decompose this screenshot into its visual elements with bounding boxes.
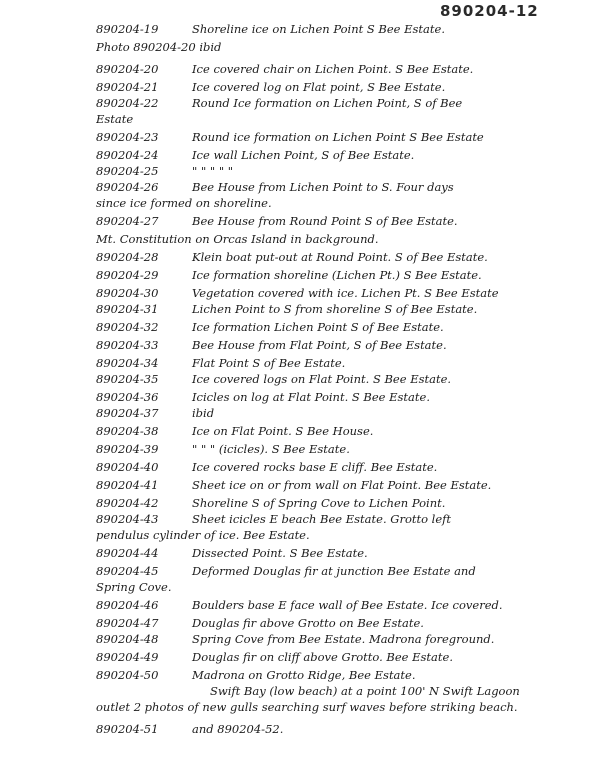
log-entry	[96, 40, 588, 54]
photo-description: Lichen Point to S from shoreline S of Bee Estate.	[192, 302, 478, 316]
log-entry	[96, 268, 588, 282]
photo-number: 890204-35	[96, 372, 159, 386]
log-entry	[96, 112, 588, 126]
photo-description: Douglas fir above Grotto on Bee Estate.	[192, 616, 424, 630]
log-entry	[210, 684, 588, 698]
photo-number: 890204-34	[96, 356, 159, 370]
log-entry	[96, 302, 588, 316]
photo-description: Ice on Flat Point. S Bee House.	[192, 424, 374, 438]
log-entry	[96, 96, 588, 110]
photo-number: 890204-30	[96, 286, 159, 300]
photo-description: Bee House from Round Point S of Bee Estate.	[192, 214, 458, 228]
photo-description: Boulders base E face wall of Bee Estate. Ice covered.	[192, 598, 503, 612]
page-id-header: 890204-12	[440, 2, 539, 20]
photo-number: 890204-45	[96, 564, 159, 578]
photo-number: 890204-26	[96, 180, 159, 194]
photo-number: 890204-51	[96, 722, 159, 736]
photo-description: Sheet icicles E beach Bee Estate. Grotto left	[192, 512, 452, 526]
photo-description: ibid	[192, 406, 215, 420]
photo-description: Ice covered log on Flat point, S Bee Estate.	[192, 80, 446, 94]
photo-description: Bee House from Lichen Point to S. Four days	[192, 180, 454, 194]
photo-description: Klein boat put-out at Round Point. S of Bee Estate.	[192, 250, 488, 264]
photo-description: Estate	[96, 112, 134, 126]
photo-description: Ice formation Lichen Point S of Bee Estate.	[192, 320, 444, 334]
photo-description: outlet 2 photos of new gulls searching surf waves before striking beach.	[96, 700, 518, 714]
log-entry	[96, 180, 588, 194]
photo-number: 890204-27	[96, 214, 159, 228]
photo-description: Madrona on Grotto Ridge, Bee Estate.	[192, 668, 416, 682]
log-entry	[96, 250, 588, 264]
photo-number: 890204-32	[96, 320, 159, 334]
log-entry	[96, 214, 588, 228]
photo-description: Spring Cove from Bee Estate. Madrona foreground.	[192, 632, 495, 646]
photo-description: Ice covered logs on Flat Point. S Bee Estate.	[192, 372, 452, 386]
log-entry	[96, 286, 588, 300]
photo-number: 890204-38	[96, 424, 159, 438]
photo-number: 890204-48	[96, 632, 159, 646]
photo-description: Dissected Point. S Bee Estate.	[192, 546, 368, 560]
log-entry	[96, 442, 588, 456]
photo-description: Ice formation shoreline (Lichen Pt.) S Bee Estate.	[192, 268, 482, 282]
photo-description: Shoreline ice on Lichen Point S Bee Estate.	[192, 22, 445, 36]
log-entry	[96, 632, 588, 646]
photo-description: Deformed Douglas fir at junction Bee Estate and	[192, 564, 476, 578]
photo-number: 890204-22	[96, 96, 159, 110]
photo-description: Round Ice formation on Lichen Point, S of Bee	[192, 96, 463, 110]
log-entry	[96, 62, 588, 76]
log-entry	[96, 546, 588, 560]
photo-description: Sheet ice on or from wall on Flat Point. Bee Estate.	[192, 478, 492, 492]
photo-number: 890204-50	[96, 668, 159, 682]
log-entry	[96, 148, 588, 162]
photo-description: Ice covered chair on Lichen Point. S Bee Estate.	[192, 62, 474, 76]
photo-number: 890204-47	[96, 616, 159, 630]
photo-description: Ice covered rocks base E cliff. Bee Estate.	[192, 460, 438, 474]
log-entry	[96, 390, 588, 404]
photo-description: Vegetation covered with ice. Lichen Pt. S Bee Estate	[192, 286, 499, 300]
photo-number: 890204-49	[96, 650, 159, 664]
photo-number: 890204-31	[96, 302, 159, 316]
photo-number: 890204-19	[96, 22, 159, 36]
log-entry	[96, 700, 588, 714]
log-entry	[96, 320, 588, 334]
log-entry	[96, 406, 588, 420]
photo-number: 890204-25	[96, 164, 159, 178]
photo-description: Photo 890204-20 ibid	[96, 40, 222, 54]
log-entry	[96, 164, 588, 178]
photo-number: 890204-46	[96, 598, 159, 612]
log-entry	[96, 196, 588, 210]
photo-number: 890204-36	[96, 390, 159, 404]
log-entry	[96, 650, 588, 664]
log-entry	[96, 372, 588, 386]
photo-description: Spring Cove.	[96, 580, 172, 594]
log-entry	[96, 338, 588, 352]
log-entry	[96, 528, 588, 542]
log-entry	[96, 668, 588, 682]
photo-number: 890204-20	[96, 62, 159, 76]
photo-number: 890204-29	[96, 268, 159, 282]
log-entry	[96, 512, 588, 526]
photo-description: and 890204-52.	[192, 722, 284, 736]
photo-number: 890204-23	[96, 130, 159, 144]
log-entry	[96, 424, 588, 438]
photo-number: 890204-39	[96, 442, 159, 456]
photo-number: 890204-42	[96, 496, 159, 510]
log-entry	[96, 580, 588, 594]
photo-description: Bee House from Flat Point, S of Bee Estate.	[192, 338, 447, 352]
photo-number: 890204-33	[96, 338, 159, 352]
log-entry	[96, 80, 588, 94]
photo-number: 890204-37	[96, 406, 159, 420]
photo-description: Flat Point S of Bee Estate.	[192, 356, 346, 370]
photo-number: 890204-41	[96, 478, 159, 492]
photo-number: 890204-28	[96, 250, 159, 264]
photo-description: " " " " "	[192, 164, 234, 178]
photo-description: pendulus cylinder of ice. Bee Estate.	[96, 528, 310, 542]
photo-description: Swift Bay (low beach) at a point 100' N Swift Lagoon	[210, 684, 520, 698]
log-entry	[96, 460, 588, 474]
log-entry	[96, 130, 588, 144]
log-entry	[96, 478, 588, 492]
log-entry	[96, 564, 588, 578]
log-entry	[96, 598, 588, 612]
log-entry	[96, 232, 588, 246]
photo-description: Ice wall Lichen Point, S of Bee Estate.	[192, 148, 415, 162]
photo-description: Round ice formation on Lichen Point S Bee Estate	[192, 130, 484, 144]
photo-description: Icicles on log at Flat Point. S Bee Estate.	[192, 390, 430, 404]
photo-number: 890204-44	[96, 546, 159, 560]
log-entry	[96, 616, 588, 630]
photo-description: since ice formed on shoreline.	[96, 196, 272, 210]
log-entry	[96, 496, 588, 510]
log-entry	[96, 22, 588, 36]
log-entry	[96, 356, 588, 370]
photo-description: Mt. Constitution on Orcas Island in background.	[96, 232, 379, 246]
photo-number: 890204-24	[96, 148, 159, 162]
photo-number: 890204-40	[96, 460, 159, 474]
photo-description: Douglas fir on cliff above Grotto. Bee Estate.	[192, 650, 453, 664]
photo-number: 890204-21	[96, 80, 159, 94]
photo-description: Shoreline S of Spring Cove to Lichen Point.	[192, 496, 446, 510]
photo-number: 890204-43	[96, 512, 159, 526]
photo-description: " " " (icicles). S Bee Estate.	[192, 442, 350, 456]
log-entry	[96, 722, 588, 736]
